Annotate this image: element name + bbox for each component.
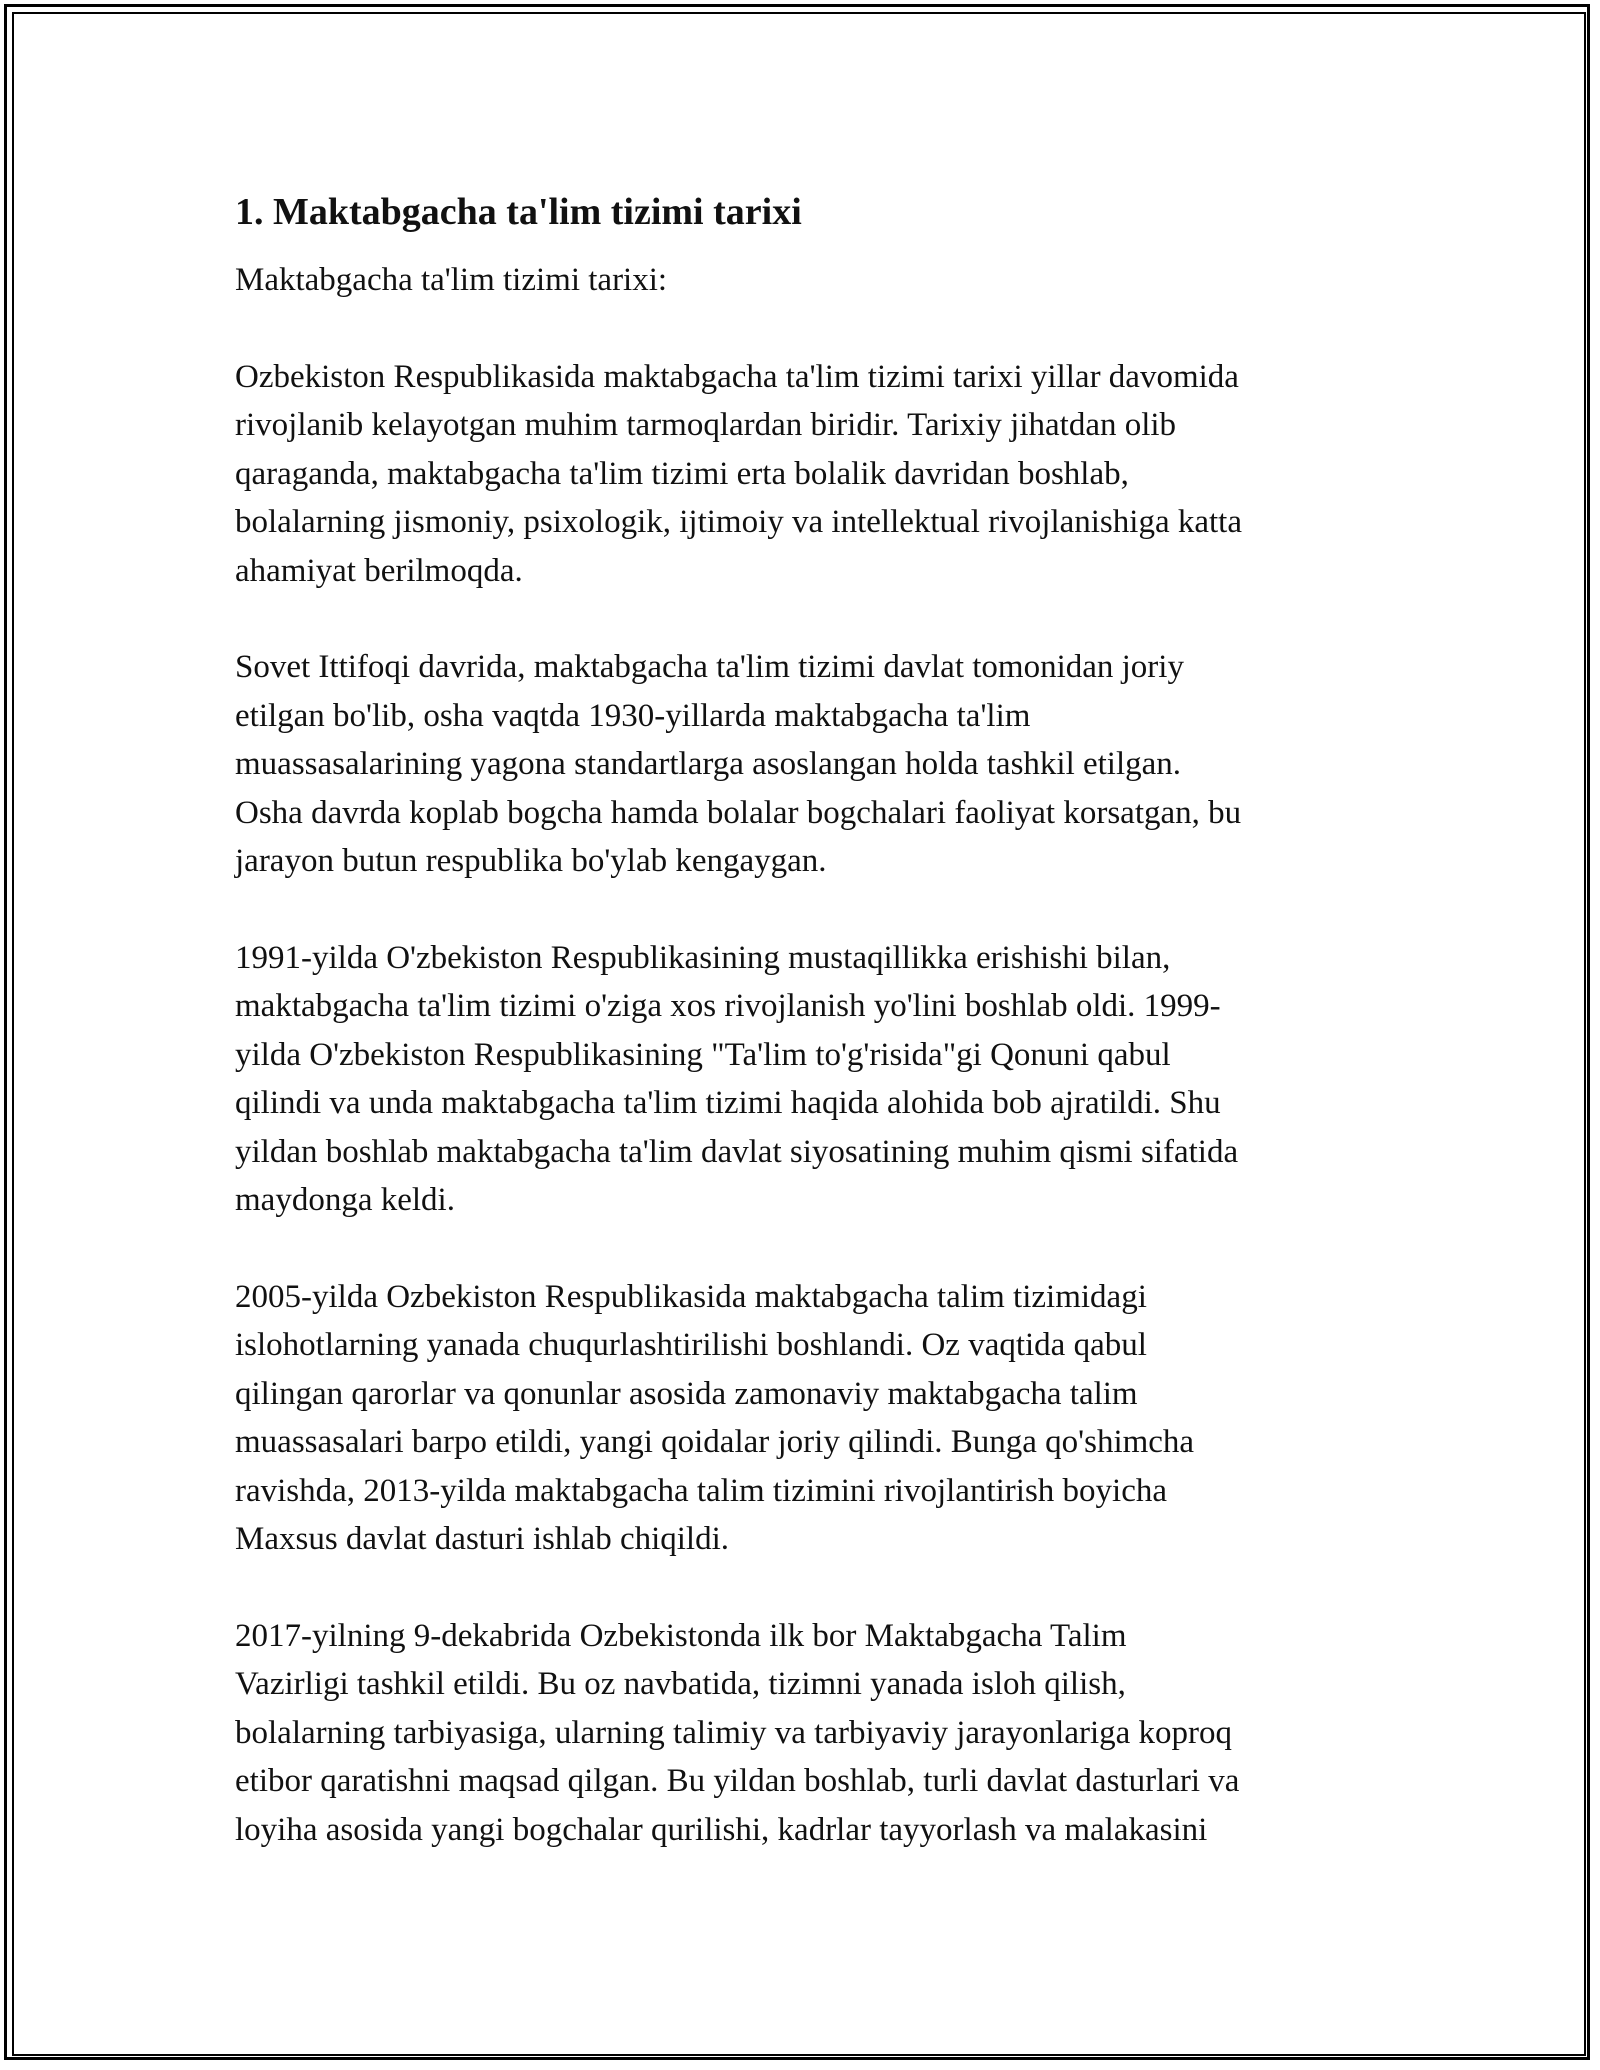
paragraph-4 bbox=[235, 1273, 1370, 1564]
paragraph-line: jarayon butun respublika bo'ylab kengaygan. bbox=[235, 843, 827, 879]
paragraph-2 bbox=[235, 643, 1370, 886]
paragraph-line: ahamiyat berilmoqda. bbox=[235, 552, 523, 589]
paragraph-line: 2005-yilda Ozbekiston Respublikasida maktabgacha talim tizimidagi bbox=[235, 1278, 1147, 1315]
document-title: 1. Maktabgacha ta'lim tizimi tarixi bbox=[235, 191, 802, 233]
paragraph-line: rivojlanib kelayotgan muhim tarmoqlardan biridir. Tarixiy jihatdan olib bbox=[235, 407, 1177, 443]
paragraph-line: qaraganda, maktabgacha ta'lim tizimi erta bolalik davridan boshlab, bbox=[235, 455, 1129, 492]
paragraph-line: bolalarning tarbiyasiga, ularning talimiy va tarbiyaviy jarayonlariga koproq bbox=[235, 1714, 1233, 1751]
paragraph-line: etilgan bo'lib, osha vaqtda 1930-yillarda maktabgacha ta'lim bbox=[235, 697, 1031, 734]
paragraph-line: bolalarning jismoniy, psixologik, ijtimoiy va intellektual rivojlanishiga katta bbox=[235, 504, 1242, 540]
paragraph-line: muassasalari barpo etildi, yangi qoidalar joriy qilindi. Bunga qo'shimcha bbox=[235, 1424, 1195, 1460]
document-body bbox=[235, 186, 1370, 1902]
document-subtitle: Maktabgacha ta'lim tizimi tarixi: bbox=[235, 262, 668, 298]
paragraph-line: qilindi va unda maktabgacha ta'lim tizimi haqida alohida bob ajratildi. Shu bbox=[235, 1085, 1221, 1121]
paragraph-line: qilingan qarorlar va qonunlar asosida zamonaviy maktabgacha talim bbox=[235, 1375, 1138, 1412]
paragraph-line: Osha davrda koplab bogcha hamda bolalar bogchalari faoliyat korsatgan, bu bbox=[235, 794, 1242, 831]
paragraph-line: islohotlarning yanada chuqurlashtirilishi boshlandi. Oz vaqtida qabul bbox=[235, 1327, 1147, 1363]
paragraph-1 bbox=[235, 353, 1370, 596]
paragraph-line: etibor qaratishni maqsad qilgan. Bu yildan boshlab, turli davlat dasturlari va bbox=[235, 1763, 1240, 1799]
paragraph-line: yildan boshlab maktabgacha ta'lim davlat siyosatining muhim qismi sifatida bbox=[235, 1133, 1239, 1170]
paragraph-line: maydonga keldi. bbox=[235, 1182, 455, 1218]
paragraph-line: maktabgacha ta'lim tizimi o'ziga xos rivojlanish yo'lini boshlab oldi. 1999- bbox=[235, 988, 1221, 1024]
paragraph-line: ravishda, 2013-yilda maktabgacha talim tizimini rivojlantirish boyicha bbox=[235, 1472, 1168, 1509]
paragraph-line: Vazirligi tashkil etildi. Bu oz navbatida, tizimni yanada isloh qilish, bbox=[235, 1666, 1126, 1702]
paragraph-line: yilda O'zbekiston Respublikasining "Ta'lim to'g'risida"gi Qonuni qabul bbox=[235, 1036, 1171, 1073]
paragraph-line: Ozbekiston Respublikasida maktabgacha ta'lim tizimi tarixi yillar davomida bbox=[235, 358, 1239, 395]
paragraph-line: muassasalarining yagona standartlarga asoslangan holda tashkil etilgan. bbox=[235, 746, 1182, 782]
paragraph-line: Sovet Ittifoqi davrida, maktabgacha ta'lim tizimi davlat tomonidan joriy bbox=[235, 649, 1184, 685]
paragraph-line: 1991-yilda O'zbekiston Respublikasining mustaqillikka erishishi bilan, bbox=[235, 939, 1171, 976]
paragraph-line: 2017-yilning 9-dekabrida Ozbekistonda ilk bor Maktabgacha Talim bbox=[235, 1617, 1127, 1654]
paragraph-line: loyiha asosida yangi bogchalar qurilishi, kadrlar tayyorlash va malakasini bbox=[235, 1811, 1208, 1848]
paragraph-3 bbox=[235, 934, 1370, 1225]
paragraph-5 bbox=[235, 1612, 1370, 1855]
paragraph-line: Maxsus davlat dasturi ishlab chiqildi. bbox=[235, 1521, 730, 1557]
